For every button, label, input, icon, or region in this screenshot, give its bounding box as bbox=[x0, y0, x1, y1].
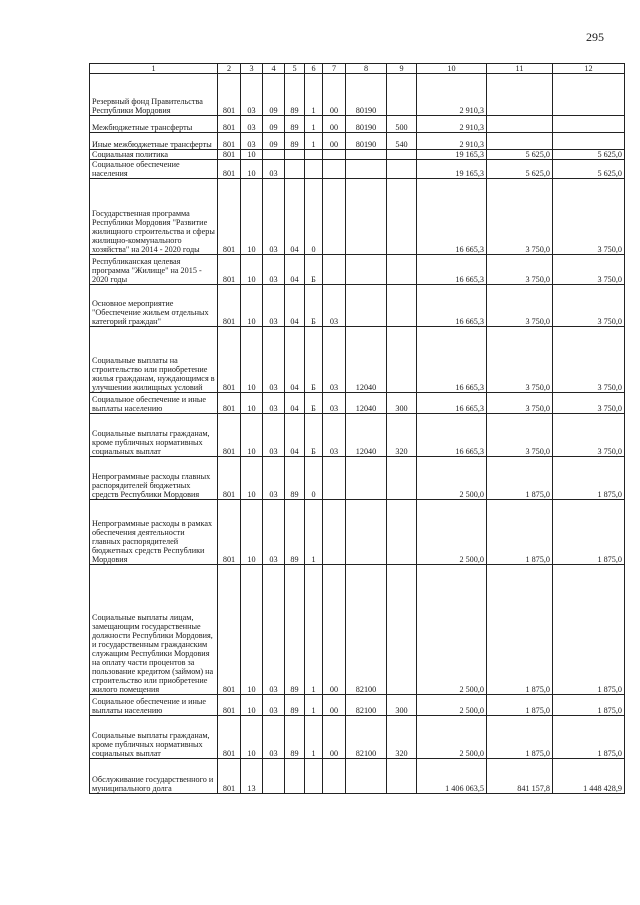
row-name: Резервный фонд Правительства Республики Мордовия bbox=[90, 74, 218, 116]
code-activity bbox=[323, 150, 346, 160]
amount-year-2: 1 875,0 bbox=[487, 457, 553, 500]
code-direction bbox=[346, 500, 387, 565]
code-program bbox=[285, 150, 305, 160]
column-header: 11 bbox=[487, 64, 553, 74]
code-section: 10 bbox=[241, 716, 263, 759]
code-section: 10 bbox=[241, 255, 263, 285]
amount-year-3: 3 750,0 bbox=[553, 179, 625, 255]
amount-year-2: 1 875,0 bbox=[487, 695, 553, 716]
amount-year-1: 2 910,3 bbox=[417, 133, 487, 150]
row-name: Социальные выплаты гражданам, кроме публичных нормативных социальных выплат bbox=[90, 716, 218, 759]
code-subsection: 03 bbox=[263, 160, 285, 179]
code-ministry: 801 bbox=[218, 255, 241, 285]
table-row bbox=[90, 327, 625, 393]
code-direction: 80190 bbox=[346, 74, 387, 116]
code-section: 10 bbox=[241, 179, 263, 255]
code-subprogram bbox=[305, 160, 323, 179]
column-header: 10 bbox=[417, 64, 487, 74]
amount-year-3: 1 875,0 bbox=[553, 500, 625, 565]
code-direction: 82100 bbox=[346, 716, 387, 759]
code-subsection: 03 bbox=[263, 179, 285, 255]
code-subsection: 03 bbox=[263, 255, 285, 285]
amount-year-1: 2 500,0 bbox=[417, 565, 487, 695]
code-ministry: 801 bbox=[218, 716, 241, 759]
column-header: 1 bbox=[90, 64, 218, 74]
row-name: Непрограммные расходы в рамках обеспечения деятельности главных распорядителей бюджетных средств Республики Мордовия bbox=[90, 500, 218, 565]
code-section: 10 bbox=[241, 285, 263, 327]
code-subsection: 03 bbox=[263, 565, 285, 695]
code-subsection: 03 bbox=[263, 457, 285, 500]
code-ministry: 801 bbox=[218, 179, 241, 255]
code-expense-type bbox=[387, 255, 417, 285]
code-subprogram: 1 bbox=[305, 500, 323, 565]
amount-year-3: 1 875,0 bbox=[553, 716, 625, 759]
column-header: 6 bbox=[305, 64, 323, 74]
code-activity: 00 bbox=[323, 716, 346, 759]
code-expense-type: 300 bbox=[387, 393, 417, 414]
amount-year-2: 3 750,0 bbox=[487, 285, 553, 327]
code-direction bbox=[346, 457, 387, 500]
code-section: 10 bbox=[241, 695, 263, 716]
table-row bbox=[90, 74, 625, 116]
code-subsection: 09 bbox=[263, 74, 285, 116]
code-program: 89 bbox=[285, 716, 305, 759]
amount-year-2 bbox=[487, 74, 553, 116]
code-section: 03 bbox=[241, 116, 263, 133]
table-row bbox=[90, 150, 625, 160]
amount-year-3: 3 750,0 bbox=[553, 327, 625, 393]
code-activity bbox=[323, 500, 346, 565]
row-name: Республиканская целевая программа "Жилище" на 2015 - 2020 годы bbox=[90, 255, 218, 285]
amount-year-1: 2 910,3 bbox=[417, 116, 487, 133]
row-name: Социальные выплаты гражданам, кроме публичных нормативных социальных выплат bbox=[90, 414, 218, 457]
amount-year-3 bbox=[553, 133, 625, 150]
amount-year-2: 3 750,0 bbox=[487, 179, 553, 255]
amount-year-3 bbox=[553, 74, 625, 116]
code-ministry: 801 bbox=[218, 565, 241, 695]
table-row bbox=[90, 179, 625, 255]
amount-year-2: 1 875,0 bbox=[487, 565, 553, 695]
table-body bbox=[90, 74, 625, 794]
table-row bbox=[90, 414, 625, 457]
code-direction: 12040 bbox=[346, 414, 387, 457]
amount-year-3: 1 875,0 bbox=[553, 457, 625, 500]
code-ministry: 801 bbox=[218, 414, 241, 457]
code-activity: 00 bbox=[323, 74, 346, 116]
amount-year-3: 1 875,0 bbox=[553, 565, 625, 695]
code-expense-type: 320 bbox=[387, 414, 417, 457]
code-activity: 03 bbox=[323, 285, 346, 327]
code-section: 10 bbox=[241, 414, 263, 457]
amount-year-3: 5 625,0 bbox=[553, 150, 625, 160]
code-activity: 03 bbox=[323, 414, 346, 457]
code-expense-type: 300 bbox=[387, 695, 417, 716]
code-subsection: 03 bbox=[263, 695, 285, 716]
amount-year-1: 2 500,0 bbox=[417, 695, 487, 716]
code-program: 89 bbox=[285, 695, 305, 716]
code-subprogram bbox=[305, 759, 323, 794]
code-ministry: 801 bbox=[218, 393, 241, 414]
code-program: 04 bbox=[285, 327, 305, 393]
row-name: Социальная политика bbox=[90, 150, 218, 160]
amount-year-2: 5 625,0 bbox=[487, 160, 553, 179]
row-name: Межбюджетные трансферты bbox=[90, 116, 218, 133]
code-subprogram: Б bbox=[305, 414, 323, 457]
code-direction: 12040 bbox=[346, 327, 387, 393]
code-subsection: 03 bbox=[263, 393, 285, 414]
amount-year-2 bbox=[487, 116, 553, 133]
row-name: Иные межбюджетные трансферты bbox=[90, 133, 218, 150]
row-name: Социальное обеспечение и иные выплаты населению bbox=[90, 393, 218, 414]
amount-year-1: 16 665,3 bbox=[417, 414, 487, 457]
amount-year-1: 16 665,3 bbox=[417, 327, 487, 393]
code-expense-type bbox=[387, 327, 417, 393]
code-program: 89 bbox=[285, 133, 305, 150]
code-direction bbox=[346, 285, 387, 327]
table-row bbox=[90, 759, 625, 794]
amount-year-2: 3 750,0 bbox=[487, 255, 553, 285]
code-subsection bbox=[263, 759, 285, 794]
amount-year-1: 2 910,3 bbox=[417, 74, 487, 116]
row-name: Социальное обеспечение населения bbox=[90, 160, 218, 179]
code-direction: 82100 bbox=[346, 695, 387, 716]
amount-year-3: 3 750,0 bbox=[553, 285, 625, 327]
row-name: Социальные выплаты на строительство или приобретение жилья гражданам, нуждающимся в улучшении жилищных условий bbox=[90, 327, 218, 393]
amount-year-3: 3 750,0 bbox=[553, 255, 625, 285]
table-row bbox=[90, 116, 625, 133]
amount-year-2: 841 157,8 bbox=[487, 759, 553, 794]
code-expense-type bbox=[387, 74, 417, 116]
table-row bbox=[90, 457, 625, 500]
amount-year-3: 3 750,0 bbox=[553, 393, 625, 414]
code-expense-type: 500 bbox=[387, 116, 417, 133]
code-section: 13 bbox=[241, 759, 263, 794]
code-direction bbox=[346, 255, 387, 285]
row-name: Обслуживание государственного и муниципального долга bbox=[90, 759, 218, 794]
code-activity bbox=[323, 160, 346, 179]
code-ministry: 801 bbox=[218, 695, 241, 716]
code-program: 89 bbox=[285, 500, 305, 565]
code-subsection bbox=[263, 150, 285, 160]
column-header: 8 bbox=[346, 64, 387, 74]
code-subprogram: 1 bbox=[305, 116, 323, 133]
amount-year-1: 2 500,0 bbox=[417, 457, 487, 500]
code-subsection: 03 bbox=[263, 327, 285, 393]
code-expense-type: 540 bbox=[387, 133, 417, 150]
code-program: 89 bbox=[285, 565, 305, 695]
row-name: Государственная программа Республики Мордовия "Развитие жилищного строительства и сферы жилищно-коммунального хозяйства" на 2014 - 2020 годы bbox=[90, 179, 218, 255]
amount-year-2: 1 875,0 bbox=[487, 716, 553, 759]
code-expense-type bbox=[387, 285, 417, 327]
code-expense-type: 320 bbox=[387, 716, 417, 759]
amount-year-2 bbox=[487, 133, 553, 150]
code-program: 04 bbox=[285, 255, 305, 285]
code-section: 10 bbox=[241, 565, 263, 695]
amount-year-2: 3 750,0 bbox=[487, 414, 553, 457]
code-subprogram: 1 bbox=[305, 133, 323, 150]
amount-year-1: 2 500,0 bbox=[417, 716, 487, 759]
amount-year-3 bbox=[553, 116, 625, 133]
code-expense-type bbox=[387, 150, 417, 160]
code-program: 04 bbox=[285, 414, 305, 457]
code-program: 04 bbox=[285, 285, 305, 327]
header-row bbox=[90, 64, 625, 74]
row-name: Социальное обеспечение и иные выплаты населению bbox=[90, 695, 218, 716]
amount-year-2: 3 750,0 bbox=[487, 327, 553, 393]
amount-year-2: 5 625,0 bbox=[487, 150, 553, 160]
code-activity: 00 bbox=[323, 565, 346, 695]
code-direction bbox=[346, 150, 387, 160]
code-subsection: 09 bbox=[263, 133, 285, 150]
code-program: 04 bbox=[285, 179, 305, 255]
code-direction bbox=[346, 160, 387, 179]
code-subprogram: 0 bbox=[305, 179, 323, 255]
code-activity: 00 bbox=[323, 133, 346, 150]
code-ministry: 801 bbox=[218, 457, 241, 500]
amount-year-1: 19 165,3 bbox=[417, 150, 487, 160]
code-subprogram: Б bbox=[305, 327, 323, 393]
code-program: 89 bbox=[285, 116, 305, 133]
code-ministry: 801 bbox=[218, 759, 241, 794]
code-section: 03 bbox=[241, 74, 263, 116]
code-section: 10 bbox=[241, 160, 263, 179]
code-program bbox=[285, 759, 305, 794]
column-header: 5 bbox=[285, 64, 305, 74]
amount-year-1: 1 406 063,5 bbox=[417, 759, 487, 794]
table-row bbox=[90, 565, 625, 695]
code-section: 10 bbox=[241, 500, 263, 565]
amount-year-1: 2 500,0 bbox=[417, 500, 487, 565]
table-row bbox=[90, 695, 625, 716]
code-activity bbox=[323, 457, 346, 500]
table-row bbox=[90, 133, 625, 150]
code-subprogram bbox=[305, 150, 323, 160]
code-expense-type bbox=[387, 160, 417, 179]
code-subprogram: Б bbox=[305, 255, 323, 285]
code-expense-type bbox=[387, 457, 417, 500]
code-direction bbox=[346, 179, 387, 255]
code-activity: 03 bbox=[323, 327, 346, 393]
code-subsection: 09 bbox=[263, 116, 285, 133]
code-section: 10 bbox=[241, 457, 263, 500]
code-section: 10 bbox=[241, 327, 263, 393]
code-section: 10 bbox=[241, 150, 263, 160]
row-name: Непрограммные расходы главных распорядителей бюджетных средств Республики Мордовия bbox=[90, 457, 218, 500]
column-header: 7 bbox=[323, 64, 346, 74]
table-row bbox=[90, 500, 625, 565]
amount-year-2: 3 750,0 bbox=[487, 393, 553, 414]
code-subsection: 03 bbox=[263, 414, 285, 457]
code-ministry: 801 bbox=[218, 327, 241, 393]
code-subprogram: 1 bbox=[305, 74, 323, 116]
amount-year-2: 1 875,0 bbox=[487, 500, 553, 565]
table-row bbox=[90, 393, 625, 414]
row-name: Социальные выплаты лицам, замещающим государственные должности Республики Мордовия, и государственным гражданским служащим Республики Мордовия на оплату части процентов за пользование кредитом (займом) на строительство или приобретение жилого помещения bbox=[90, 565, 218, 695]
amount-year-1: 16 665,3 bbox=[417, 179, 487, 255]
code-activity: 00 bbox=[323, 116, 346, 133]
code-expense-type bbox=[387, 179, 417, 255]
code-subsection: 03 bbox=[263, 285, 285, 327]
table-row bbox=[90, 716, 625, 759]
code-direction: 80190 bbox=[346, 133, 387, 150]
code-section: 03 bbox=[241, 133, 263, 150]
code-activity: 00 bbox=[323, 695, 346, 716]
amount-year-1: 16 665,3 bbox=[417, 393, 487, 414]
code-activity bbox=[323, 255, 346, 285]
code-direction: 80190 bbox=[346, 116, 387, 133]
column-header: 9 bbox=[387, 64, 417, 74]
code-subprogram: Б bbox=[305, 393, 323, 414]
code-subsection: 03 bbox=[263, 716, 285, 759]
code-subprogram: 1 bbox=[305, 716, 323, 759]
code-ministry: 801 bbox=[218, 133, 241, 150]
code-ministry: 801 bbox=[218, 285, 241, 327]
code-section: 10 bbox=[241, 393, 263, 414]
table-row bbox=[90, 255, 625, 285]
column-header: 4 bbox=[263, 64, 285, 74]
amount-year-3: 1 875,0 bbox=[553, 695, 625, 716]
code-direction bbox=[346, 759, 387, 794]
code-ministry: 801 bbox=[218, 500, 241, 565]
code-activity: 03 bbox=[323, 393, 346, 414]
amount-year-3: 1 448 428,9 bbox=[553, 759, 625, 794]
table-row bbox=[90, 160, 625, 179]
code-ministry: 801 bbox=[218, 74, 241, 116]
code-program bbox=[285, 160, 305, 179]
code-activity bbox=[323, 179, 346, 255]
code-ministry: 801 bbox=[218, 160, 241, 179]
code-direction: 82100 bbox=[346, 565, 387, 695]
code-subprogram: Б bbox=[305, 285, 323, 327]
code-activity bbox=[323, 759, 346, 794]
amount-year-1: 16 665,3 bbox=[417, 285, 487, 327]
code-program: 89 bbox=[285, 74, 305, 116]
amount-year-1: 19 165,3 bbox=[417, 160, 487, 179]
code-ministry: 801 bbox=[218, 150, 241, 160]
code-direction: 12040 bbox=[346, 393, 387, 414]
column-header: 3 bbox=[241, 64, 263, 74]
budget-table bbox=[89, 63, 625, 794]
page-number: 295 bbox=[586, 30, 604, 44]
code-subsection: 03 bbox=[263, 500, 285, 565]
column-header: 12 bbox=[553, 64, 625, 74]
code-ministry: 801 bbox=[218, 116, 241, 133]
code-subprogram: 1 bbox=[305, 565, 323, 695]
row-name: Основное мероприятие "Обеспечение жильем отдельных категорий граждан" bbox=[90, 285, 218, 327]
table-row bbox=[90, 285, 625, 327]
amount-year-1: 16 665,3 bbox=[417, 255, 487, 285]
column-header: 2 bbox=[218, 64, 241, 74]
code-expense-type bbox=[387, 565, 417, 695]
code-expense-type bbox=[387, 759, 417, 794]
code-program: 04 bbox=[285, 393, 305, 414]
code-subprogram: 0 bbox=[305, 457, 323, 500]
amount-year-3: 5 625,0 bbox=[553, 160, 625, 179]
code-program: 89 bbox=[285, 457, 305, 500]
code-subprogram: 1 bbox=[305, 695, 323, 716]
amount-year-3: 3 750,0 bbox=[553, 414, 625, 457]
code-expense-type bbox=[387, 500, 417, 565]
